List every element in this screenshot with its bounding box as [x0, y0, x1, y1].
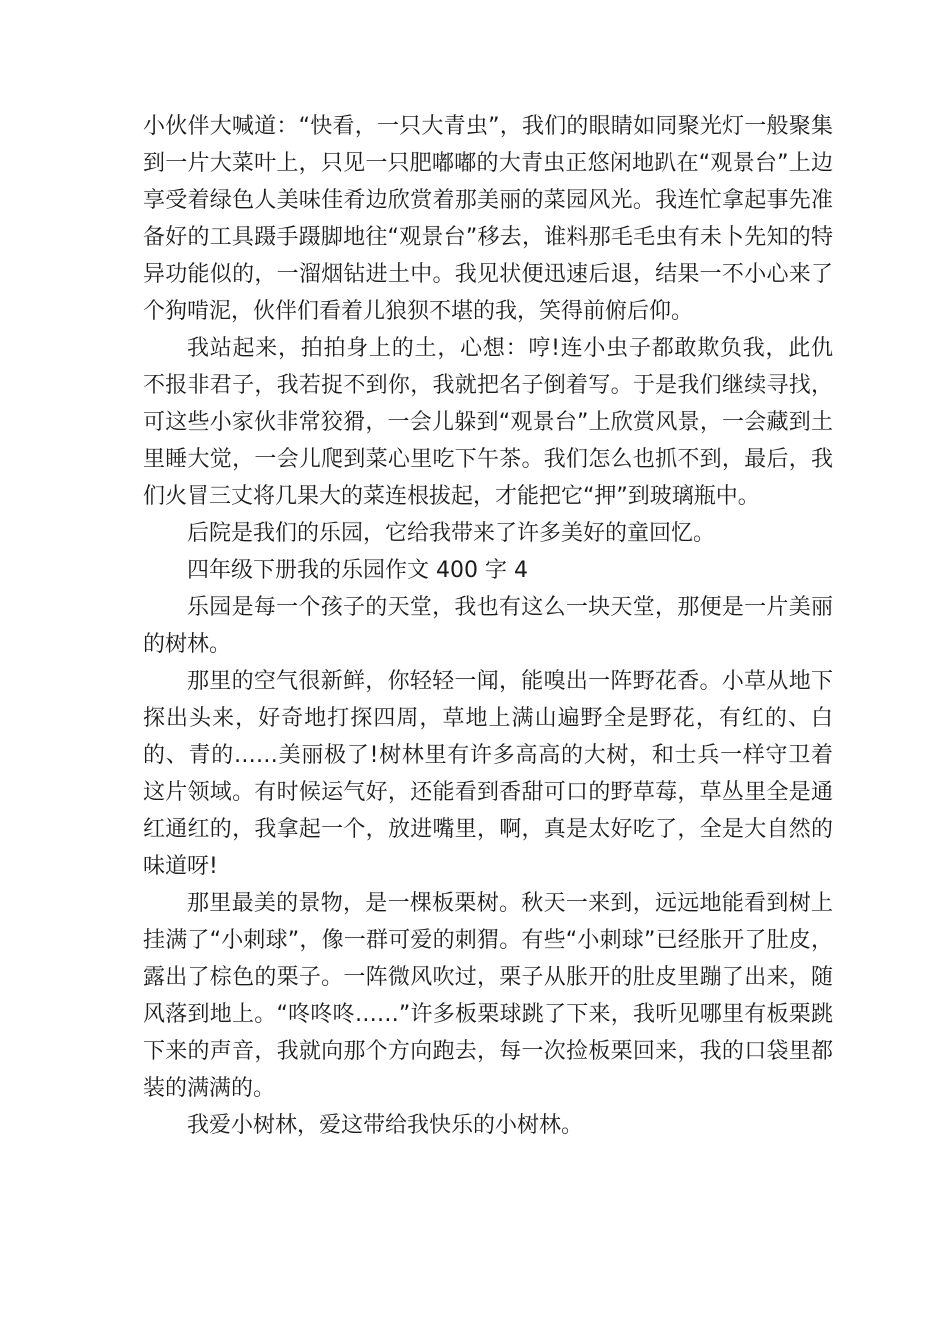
section-heading: 四年级下册我的乐园作文 400 字 4: [187, 558, 528, 583]
paragraph-6: 那里最美的景物，是一棵板栗树。秋天一来到，远远地能看到树上挂满了“小刺球”，像一群可爱的刺猬。有些“小刺球”已经胀开了肚皮，露出了棕色的栗子。一阵微风吹过，栗子从胀开的肚皮里蹦了出来，随风落到地上。“咚咚咚……”许多板栗球跳了下来，我听见哪里有板栗跳下来的声音，我就向那个方向跑去，每一次捡板栗回来，我的口袋里都装的满满的。: [143, 891, 833, 1101]
paragraph-2: 我站起来，拍拍身上的土，心想：哼!连小虫子都敢欺负我，此仇不报非君子，我若捉不到你，我就把名子倒着写。于是我们继续寻找，可这些小家伙非常狡猾，一会儿躲到“观景台”上欣赏风景，一会藏到土里睡大觉，一会儿爬到菜心里吃下午茶。我们怎么也抓不到，最后，我们火冒三丈将几果大的菜连根拔起，才能把它“押”到玻璃瓶中。: [143, 336, 833, 509]
paragraph-3: 后院是我们的乐园，它给我带来了许多美好的童回忆。: [187, 521, 716, 546]
paragraph-4: 乐园是每一个孩子的天堂，我也有这么一块天堂，那便是一片美丽的树林。: [143, 595, 833, 657]
paragraph-1: 小伙伴大喊道：“快看，一只大青虫”，我们的眼睛如同聚光灯一般聚集到一片大菜叶上，只见一只肥嘟嘟的大青虫正悠闲地趴在“观景台”上边享受着绿色人美味佳肴边欣赏着那美丽的菜园风光。我连忙拿起事先准备好的工具蹑手蹑脚地往“观景台”移去，谁料那毛毛虫有未卜先知的特异功能似的，一溜烟钻进土中。我见状便迅速后退，结果一不小心来了个狗啃泥，伙伴们看着儿狼狈不堪的我，笑得前俯后仰。: [143, 114, 833, 324]
document-body: [143, 108, 833, 1144]
paragraph-5: 那里的空气很新鲜，你轻轻一闻，能嗅出一阵野花香。小草从地下探出头来，好奇地打探四周，草地上满山遍野全是野花，有红的、白的、青的……美丽极了!树林里有许多高高的大树，和士兵一样守卫着这片领域。有时候运气好，还能看到香甜可口的野草莓，草丛里全是通红通红的，我拿起一个，放进嘴里，啊，真是太好吃了，全是大自然的味道呀!: [143, 669, 833, 879]
paragraph-7: 我爱小树林，爱这带给我快乐的小树林。: [187, 1113, 584, 1138]
